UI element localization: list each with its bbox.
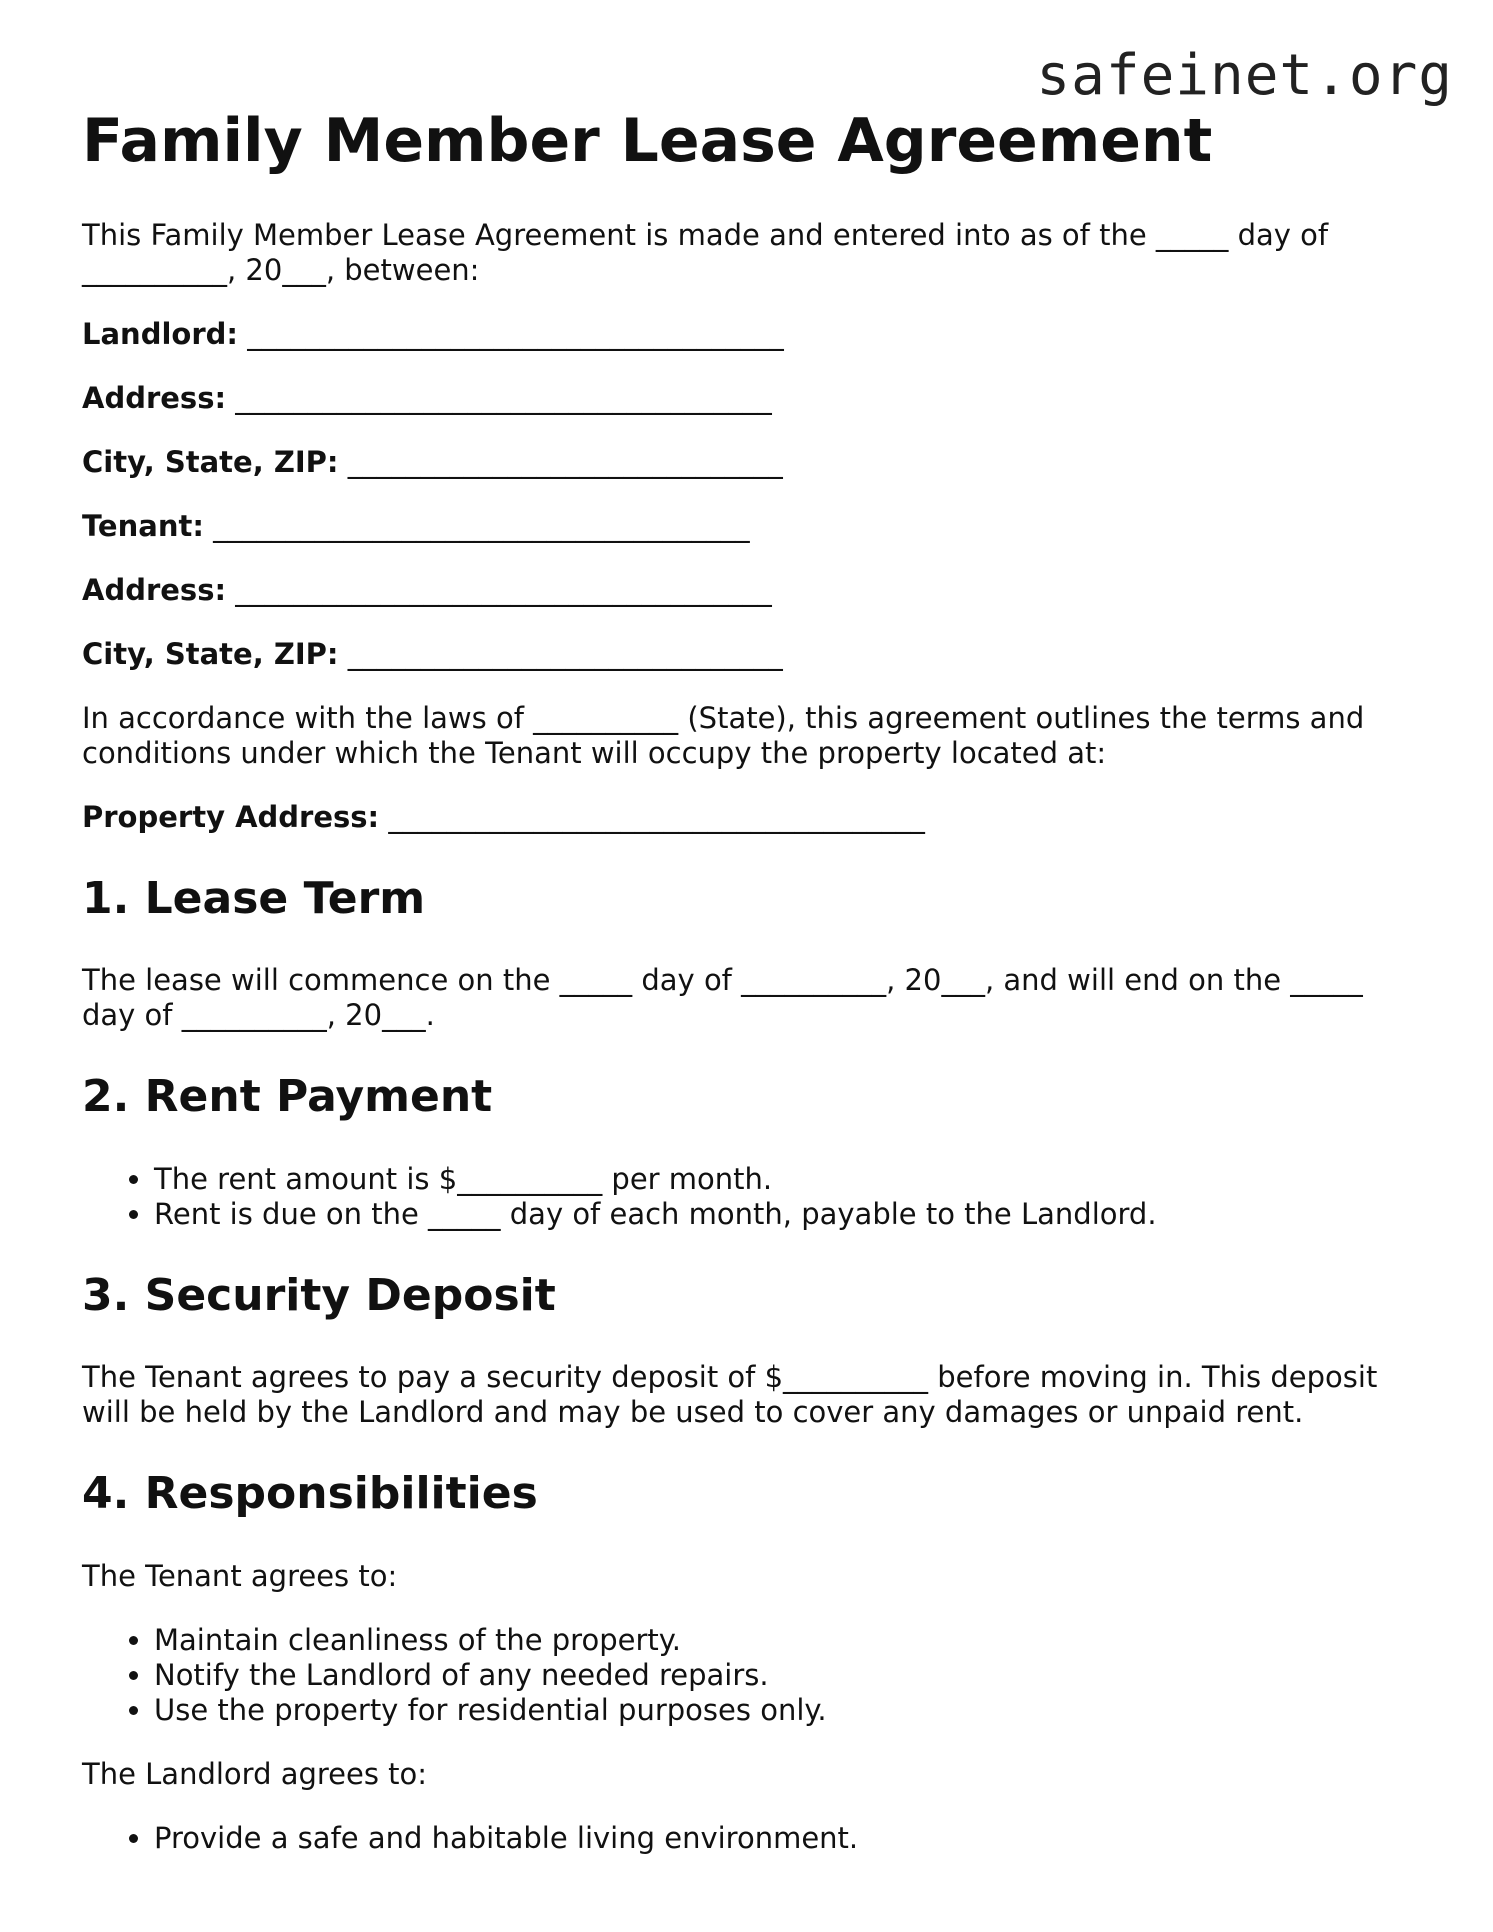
tenant-city-state-zip-field — [82, 637, 1412, 672]
list-item: • Notify the Landlord of any needed repairs. — [154, 1658, 1412, 1693]
intro-paragraph: This Family Member Lease Agreement is made and entered into as of the _____ day of __________, 20___, between: — [82, 218, 1329, 287]
rent-payment-list — [82, 1162, 1412, 1232]
laws-paragraph: In accordance with the laws of __________ (State), this agreement outlines the terms and conditions under which the Tenant will occupy the property located at: — [82, 701, 1365, 770]
lease-term-paragraph: The lease will commence on the _____ day of __________, 20___, and will end on the _____ day of __________, 20___. — [82, 963, 1363, 1033]
section-heading-lease-term: 1. Lease Term — [82, 873, 426, 924]
landlord-responsibilities-list — [82, 1821, 1412, 1856]
document-title: Family Member Lease Agreement — [82, 106, 1213, 176]
document-page — [82, 108, 1412, 1885]
field-label: City, State, ZIP: — [82, 637, 339, 671]
field-label: Address: — [82, 573, 227, 607]
list-item: • Use the property for residential purposes only. — [154, 1693, 1412, 1728]
tenant-address-field — [82, 573, 1412, 608]
field-blank: _____________________________________ — [247, 317, 784, 351]
field-label: Tenant: — [82, 509, 204, 543]
security-deposit-paragraph: The Tenant agrees to pay a security deposit of $__________ before moving in. This deposit will be held by the Landlord and may be used to cover any damages or unpaid rent. — [82, 1360, 1378, 1430]
field-blank: _____________________________________ — [213, 509, 750, 543]
field-blank: ______________________________ — [347, 445, 783, 479]
field-blank: _____________________________________ — [235, 573, 772, 607]
list-item: • Rent is due on the _____ day of each month, payable to the Landlord. — [154, 1197, 1412, 1232]
list-item: • Maintain cleanliness of the property. — [154, 1623, 1412, 1658]
field-label: Address: — [82, 381, 227, 415]
landlord-field — [82, 317, 1412, 352]
field-blank: _____________________________________ — [235, 381, 772, 415]
tenant-agrees-intro: The Tenant agrees to: — [82, 1558, 398, 1593]
field-blank: ______________________________ — [347, 637, 783, 671]
section-heading-security-deposit: 3. Security Deposit — [82, 1269, 556, 1321]
section-heading-responsibilities: 4. Responsibilities — [82, 1468, 538, 1520]
tenant-field — [82, 509, 1412, 544]
property-address-field — [82, 800, 1412, 835]
list-item: • Provide a safe and habitable living environment. — [154, 1821, 1412, 1856]
field-label: Property Address: — [82, 800, 380, 834]
site-watermark: safeinet.org — [1036, 43, 1453, 108]
field-blank: _____________________________________ — [388, 800, 925, 834]
field-label: Landlord: — [82, 317, 238, 351]
list-item: • The rent amount is $__________ per month. — [154, 1162, 1412, 1197]
field-label: City, State, ZIP: — [82, 445, 339, 479]
section-heading-rent-payment: 2. Rent Payment — [82, 1071, 493, 1123]
landlord-agrees-intro: The Landlord agrees to: — [82, 1756, 428, 1791]
landlord-city-state-zip-field — [82, 445, 1412, 480]
tenant-responsibilities-list — [82, 1623, 1412, 1728]
landlord-address-field — [82, 381, 1412, 416]
